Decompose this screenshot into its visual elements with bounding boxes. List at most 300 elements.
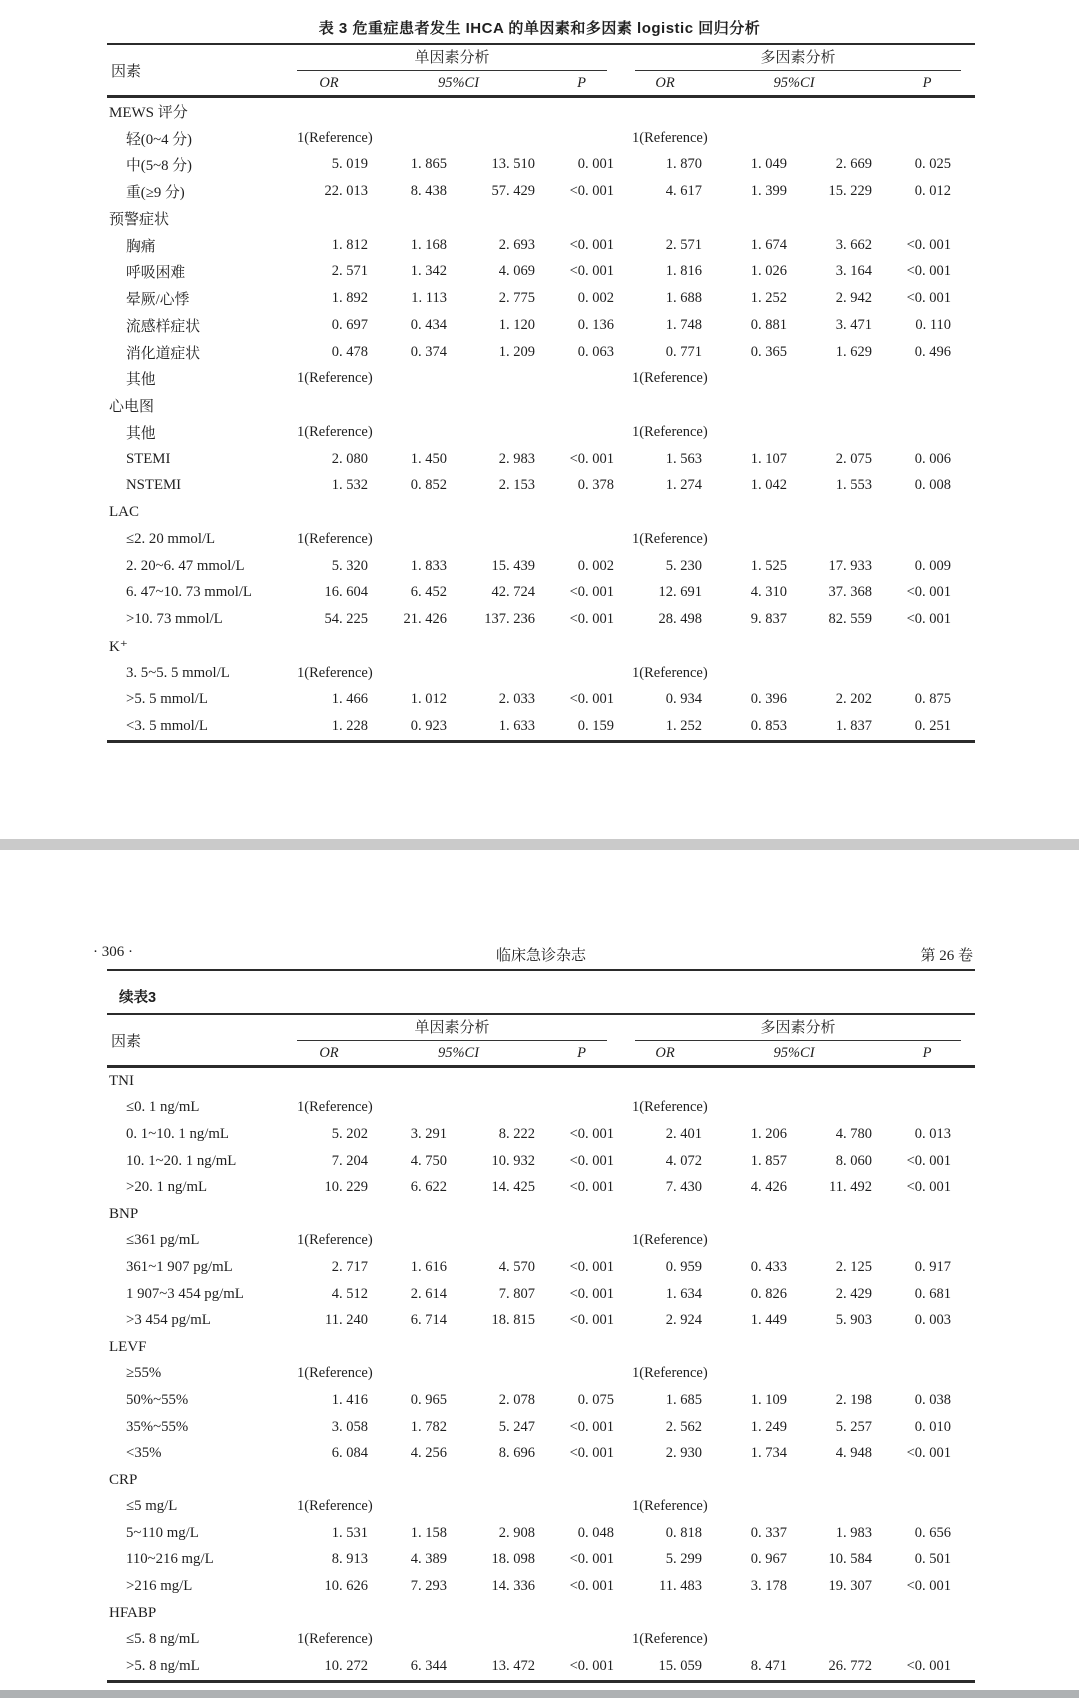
multi-p-value: 0. 501 bbox=[914, 1551, 952, 1568]
section-row bbox=[107, 1201, 975, 1228]
factor-cell: 6. 47~10. 73 mmol/L bbox=[126, 584, 252, 601]
factor-cell: >3 454 pg/mL bbox=[126, 1312, 211, 1329]
uni-p-header: P bbox=[577, 1045, 586, 1061]
uni-p-value: <0. 001 bbox=[569, 1657, 615, 1674]
uni-or-value: 54. 225 bbox=[324, 611, 368, 628]
multi-ci-header: 95%CI bbox=[773, 75, 815, 91]
data-row bbox=[107, 1653, 975, 1681]
factor-group-label: 预警症状 bbox=[109, 211, 170, 228]
multivariate-group-header bbox=[621, 44, 975, 72]
factor-column-header: 因素 bbox=[111, 1033, 142, 1050]
multi-ci-high-value: 17. 933 bbox=[828, 557, 873, 574]
uni-or-value: 10. 272 bbox=[324, 1657, 368, 1674]
multi-p-value: 0. 656 bbox=[914, 1524, 952, 1541]
section-row bbox=[107, 392, 975, 419]
factor-cell: 中(5~8 分) bbox=[126, 158, 192, 175]
factor-cell: 50%~55% bbox=[126, 1391, 189, 1408]
uni-or-value: 1. 228 bbox=[331, 718, 368, 735]
multi-p-value: <0. 001 bbox=[906, 1152, 952, 1169]
multi-p-value: <0. 001 bbox=[906, 236, 952, 253]
data-row bbox=[107, 606, 975, 633]
uni-ci-high-value: 42. 724 bbox=[491, 584, 535, 601]
uni-reference-cell: 1(Reference) bbox=[297, 1631, 373, 1648]
factor-cell: 35%~55% bbox=[126, 1418, 189, 1435]
uni-reference-cell: 1(Reference) bbox=[297, 1099, 373, 1116]
multivariate-group-label: 多因素分析 bbox=[635, 1016, 961, 1041]
uni-ci-high-value: 18. 098 bbox=[491, 1551, 535, 1568]
multi-or-value: 1. 748 bbox=[665, 316, 703, 333]
uni-ci-low-value: 7. 293 bbox=[410, 1578, 447, 1595]
multi-ci-low-value: 4. 426 bbox=[750, 1179, 788, 1196]
multi-ci-low-value: 0. 337 bbox=[750, 1524, 788, 1541]
uni-ci-low-value: 1. 012 bbox=[410, 691, 447, 708]
multi-ci-low-value: 9. 837 bbox=[750, 611, 788, 628]
factor-cell: 轻(0~4 分) bbox=[126, 131, 192, 148]
uni-ci-low-value: 6. 714 bbox=[410, 1312, 447, 1329]
factor-cell: >20. 1 ng/mL bbox=[126, 1179, 208, 1196]
ref-row bbox=[107, 1494, 975, 1521]
uni-p-value: 0. 136 bbox=[577, 316, 615, 333]
univariate-group-header bbox=[283, 44, 621, 72]
journal-name: 临床急诊杂志 bbox=[495, 948, 586, 964]
uni-ci-low-value: 21. 426 bbox=[403, 611, 447, 628]
multi-ci-high-value: 3. 164 bbox=[835, 263, 873, 280]
uni-ci-high-value: 2. 078 bbox=[498, 1391, 535, 1408]
multi-reference-cell: 1(Reference) bbox=[632, 370, 708, 387]
uni-p-value: <0. 001 bbox=[569, 1285, 615, 1302]
section-row bbox=[107, 499, 975, 526]
multi-or-value: 4. 617 bbox=[665, 183, 703, 200]
multi-p-value: 0. 038 bbox=[914, 1391, 952, 1408]
multi-ci-high-value: 19. 307 bbox=[828, 1578, 873, 1595]
uni-ci-low-value: 4. 389 bbox=[410, 1551, 447, 1568]
uni-ci-high-value: 10. 932 bbox=[491, 1152, 535, 1169]
uni-or-value: 1. 892 bbox=[331, 290, 368, 307]
multi-or-value: 2. 571 bbox=[665, 236, 703, 253]
factor-cell: 其他 bbox=[126, 372, 156, 389]
multi-ci-low-value: 1. 399 bbox=[750, 183, 788, 200]
factor-group-label: K⁺ bbox=[109, 638, 128, 655]
multi-or-header: OR bbox=[655, 1045, 675, 1061]
uni-p-value: <0. 001 bbox=[569, 1578, 615, 1595]
uni-or-value: 1. 416 bbox=[331, 1391, 368, 1408]
uni-ci-high-value: 1. 120 bbox=[498, 316, 535, 333]
multi-ci-high-value: 2. 429 bbox=[835, 1285, 873, 1302]
data-row bbox=[107, 553, 975, 580]
uni-or-value: 4. 512 bbox=[331, 1285, 368, 1302]
factor-cell: <35% bbox=[126, 1445, 162, 1462]
multi-p-value: <0. 001 bbox=[906, 1445, 952, 1462]
multi-p-value: 0. 009 bbox=[914, 557, 952, 574]
factor-cell: 10. 1~20. 1 ng/mL bbox=[126, 1152, 237, 1169]
multi-ci-high-value: 3. 471 bbox=[835, 316, 873, 333]
data-row bbox=[107, 285, 975, 312]
uni-ci-high-value: 5. 247 bbox=[498, 1418, 535, 1435]
uni-reference-cell: 1(Reference) bbox=[297, 370, 373, 387]
uni-p-value: <0. 001 bbox=[569, 611, 615, 628]
uni-or-value: 16. 604 bbox=[324, 584, 368, 601]
multi-ci-low-value: 0. 365 bbox=[750, 343, 788, 360]
multi-ci-low-value: 0. 396 bbox=[750, 691, 788, 708]
uni-ci-high-value: 2. 775 bbox=[498, 290, 535, 307]
multi-p-value: 0. 251 bbox=[914, 718, 952, 735]
factor-column-header: 因素 bbox=[111, 63, 142, 80]
multi-reference-cell: 1(Reference) bbox=[632, 530, 708, 547]
uni-ci-low-value: 1. 168 bbox=[410, 236, 447, 253]
data-row bbox=[107, 178, 975, 205]
uni-ci-high-value: 8. 222 bbox=[498, 1125, 535, 1142]
multi-ci-low-value: 0. 433 bbox=[750, 1258, 788, 1275]
factor-cell: 晕厥/心悸 bbox=[126, 292, 190, 309]
uni-p-value: <0. 001 bbox=[569, 691, 615, 708]
multi-reference-cell: 1(Reference) bbox=[632, 129, 708, 146]
section-row bbox=[107, 1067, 975, 1095]
multi-or-value: 1. 688 bbox=[665, 290, 703, 307]
multi-reference-cell: 1(Reference) bbox=[632, 1365, 708, 1382]
section-row bbox=[107, 1334, 975, 1361]
uni-p-value: <0. 001 bbox=[569, 236, 615, 253]
data-row bbox=[107, 1414, 975, 1441]
multi-or-value: 1. 870 bbox=[665, 156, 703, 173]
multi-ci-high-value: 82. 559 bbox=[828, 611, 873, 628]
multi-ci-low-value: 1. 042 bbox=[750, 477, 788, 494]
data-row bbox=[107, 713, 975, 741]
uni-ci-high-value: 14. 425 bbox=[491, 1179, 535, 1196]
multi-reference-cell: 1(Reference) bbox=[632, 423, 708, 440]
uni-ci-high-value: 2. 153 bbox=[498, 477, 535, 494]
uni-ci-high-value: 13. 472 bbox=[491, 1657, 535, 1674]
multi-p-value: 0. 496 bbox=[914, 343, 952, 360]
factor-cell: 胸痛 bbox=[126, 238, 156, 255]
group-header-row bbox=[107, 1014, 975, 1042]
uni-reference-cell: 1(Reference) bbox=[297, 129, 373, 146]
multi-reference-cell: 1(Reference) bbox=[632, 1498, 708, 1515]
multi-or-value: 0. 771 bbox=[665, 343, 703, 360]
uni-ci-high-value: 8. 696 bbox=[498, 1445, 535, 1462]
factor-group-label: BNP bbox=[109, 1205, 139, 1222]
multi-ci-high-value: 2. 202 bbox=[835, 691, 873, 708]
uni-p-value: <0. 001 bbox=[569, 1258, 615, 1275]
factor-cell: 110~216 mg/L bbox=[126, 1551, 214, 1568]
uni-ci-low-value: 1. 782 bbox=[410, 1418, 447, 1435]
data-row bbox=[107, 1440, 975, 1467]
multi-ci-low-value: 1. 674 bbox=[750, 236, 788, 253]
multi-ci-high-value: 1. 983 bbox=[835, 1524, 873, 1541]
uni-ci-header: 95%CI bbox=[437, 1045, 480, 1061]
factor-cell: 重(≥9 分) bbox=[126, 185, 185, 202]
multi-ci-low-value: 0. 853 bbox=[750, 718, 788, 735]
multi-ci-low-value: 1. 449 bbox=[750, 1312, 788, 1329]
ref-row bbox=[107, 1095, 975, 1122]
multi-ci-high-value: 4. 948 bbox=[835, 1445, 873, 1462]
table3-regression-table bbox=[107, 43, 975, 743]
ref-row bbox=[107, 1361, 975, 1388]
data-row bbox=[107, 1121, 975, 1148]
multi-ci-low-value: 1. 252 bbox=[750, 290, 788, 307]
factor-cell: ≤5. 8 ng/mL bbox=[126, 1631, 200, 1648]
multi-ci-high-value: 2. 942 bbox=[835, 290, 873, 307]
uni-reference-cell: 1(Reference) bbox=[297, 423, 373, 440]
factor-group-label: MEWS 评分 bbox=[109, 104, 188, 121]
multivariate-group-label: 多因素分析 bbox=[635, 46, 961, 71]
multi-or-value: 1. 274 bbox=[665, 477, 703, 494]
data-row bbox=[107, 580, 975, 607]
factor-cell: <3. 5 mmol/L bbox=[126, 718, 208, 735]
factor-cell: ≤0. 1 ng/mL bbox=[126, 1099, 200, 1116]
multi-p-value: <0. 001 bbox=[906, 290, 952, 307]
factor-cell: ≤2. 20 mmol/L bbox=[126, 530, 216, 547]
factor-cell: ≥55% bbox=[126, 1365, 162, 1382]
multi-or-value: 0. 959 bbox=[665, 1258, 703, 1275]
factor-cell: >216 mg/L bbox=[126, 1578, 193, 1595]
multi-ci-high-value: 1. 837 bbox=[835, 718, 873, 735]
uni-ci-high-value: 4. 570 bbox=[498, 1258, 535, 1275]
multi-ci-high-value: 10. 584 bbox=[828, 1551, 873, 1568]
section-row bbox=[107, 633, 975, 660]
uni-reference-cell: 1(Reference) bbox=[297, 1498, 373, 1515]
data-row bbox=[107, 1387, 975, 1414]
uni-reference-cell: 1(Reference) bbox=[297, 1365, 373, 1382]
factor-cell: 3. 5~5. 5 mmol/L bbox=[126, 664, 230, 681]
section-row bbox=[107, 1600, 975, 1627]
data-row bbox=[107, 446, 975, 473]
uni-p-value: <0. 001 bbox=[569, 1312, 615, 1329]
multi-or-value: 15. 059 bbox=[658, 1657, 703, 1674]
uni-ci-high-value: 15. 439 bbox=[491, 557, 535, 574]
uni-p-value: 0. 001 bbox=[577, 156, 615, 173]
uni-reference-cell: 1(Reference) bbox=[297, 530, 373, 547]
factor-cell: >5. 8 ng/mL bbox=[126, 1657, 200, 1674]
bottom-edge-bar bbox=[0, 1690, 1079, 1698]
uni-ci-low-value: 1. 450 bbox=[410, 450, 447, 467]
multi-or-value: 2. 401 bbox=[665, 1125, 703, 1142]
factor-cell: 1 907~3 454 pg/mL bbox=[126, 1285, 244, 1302]
uni-ci-low-value: 6. 344 bbox=[410, 1657, 447, 1674]
multi-or-value: 1. 816 bbox=[665, 263, 703, 280]
factor-group-label: LAC bbox=[109, 504, 139, 521]
multi-ci-low-value: 1. 107 bbox=[750, 450, 788, 467]
page-gap-divider bbox=[0, 839, 1079, 850]
factor-cell: >10. 73 mmol/L bbox=[126, 611, 223, 628]
data-row bbox=[107, 1254, 975, 1281]
multi-ci-high-value: 1. 629 bbox=[835, 343, 873, 360]
ref-row bbox=[107, 660, 975, 687]
uni-ci-high-value: 7. 807 bbox=[498, 1285, 535, 1302]
uni-or-value: 3. 058 bbox=[331, 1418, 368, 1435]
multi-or-value: 2. 924 bbox=[665, 1312, 703, 1329]
factor-group-label: LEVF bbox=[109, 1338, 147, 1355]
data-row bbox=[107, 1307, 975, 1334]
multi-or-value: 12. 691 bbox=[658, 584, 703, 601]
multi-ci-high-value: 1. 553 bbox=[835, 477, 873, 494]
uni-or-value: 0. 478 bbox=[331, 343, 368, 360]
multi-p-value: <0. 001 bbox=[906, 1657, 952, 1674]
multi-p-value: <0. 001 bbox=[906, 263, 952, 280]
multi-ci-low-value: 1. 734 bbox=[750, 1445, 788, 1462]
multi-p-value: 0. 013 bbox=[914, 1125, 952, 1142]
multi-or-value: 2. 930 bbox=[665, 1445, 703, 1462]
multi-reference-cell: 1(Reference) bbox=[632, 1232, 708, 1249]
continued-table-caption: 续表3 bbox=[119, 990, 157, 1006]
page-number: · 306 · bbox=[93, 944, 133, 960]
multi-ci-high-value: 37. 368 bbox=[828, 584, 873, 601]
multi-ci-high-value: 5. 257 bbox=[835, 1418, 873, 1435]
uni-or-value: 2. 080 bbox=[331, 450, 368, 467]
multi-p-value: 0. 917 bbox=[914, 1258, 952, 1275]
univariate-group-label: 单因素分析 bbox=[297, 1016, 607, 1041]
uni-or-value: 1. 531 bbox=[331, 1524, 368, 1541]
uni-p-header: P bbox=[577, 75, 586, 91]
uni-p-value: 0. 002 bbox=[577, 290, 615, 307]
uni-ci-low-value: 1. 865 bbox=[410, 156, 447, 173]
multi-ci-low-value: 3. 178 bbox=[750, 1578, 788, 1595]
multi-ci-low-value: 1. 206 bbox=[750, 1125, 788, 1142]
factor-cell: 361~1 907 pg/mL bbox=[126, 1258, 233, 1275]
section-row bbox=[107, 205, 975, 232]
uni-or-value: 2. 571 bbox=[331, 263, 368, 280]
multi-p-value: 0. 025 bbox=[914, 156, 952, 173]
data-row bbox=[107, 1281, 975, 1308]
multi-p-value: 0. 012 bbox=[914, 183, 952, 200]
multi-or-header: OR bbox=[655, 75, 675, 91]
uni-or-value: 5. 202 bbox=[331, 1125, 368, 1142]
uni-p-value: <0. 001 bbox=[569, 1551, 615, 1568]
multi-ci-low-value: 1. 525 bbox=[750, 557, 788, 574]
uni-ci-high-value: 137. 236 bbox=[484, 611, 535, 628]
uni-p-value: <0. 001 bbox=[569, 1418, 615, 1435]
uni-or-value: 2. 717 bbox=[331, 1258, 368, 1275]
data-row bbox=[107, 312, 975, 339]
data-row bbox=[107, 473, 975, 500]
factor-cell: 呼吸困难 bbox=[126, 265, 186, 282]
ref-row bbox=[107, 1228, 975, 1255]
multi-ci-high-value: 26. 772 bbox=[828, 1657, 873, 1674]
uni-ci-header: 95%CI bbox=[437, 75, 480, 91]
multi-ci-high-value: 2. 075 bbox=[835, 450, 873, 467]
multi-or-value: 2. 562 bbox=[665, 1418, 703, 1435]
uni-ci-high-value: 2. 693 bbox=[498, 236, 535, 253]
uni-ci-high-value: 1. 209 bbox=[498, 343, 535, 360]
factor-cell: 流感样症状 bbox=[126, 318, 200, 335]
group-header-row bbox=[107, 44, 975, 72]
univariate-group-label: 单因素分析 bbox=[297, 46, 607, 71]
multi-p-header: P bbox=[922, 75, 932, 91]
multivariate-group-header bbox=[621, 1014, 975, 1042]
uni-or-value: 1. 532 bbox=[331, 477, 368, 494]
multi-ci-high-value: 8. 060 bbox=[835, 1152, 873, 1169]
uni-or-value: 6. 084 bbox=[331, 1445, 368, 1462]
uni-ci-low-value: 8. 438 bbox=[410, 183, 447, 200]
data-row bbox=[107, 1547, 975, 1574]
data-row bbox=[107, 259, 975, 286]
factor-cell: ≤5 mg/L bbox=[126, 1498, 178, 1515]
multi-ci-low-value: 0. 881 bbox=[750, 316, 788, 333]
multi-ci-low-value: 0. 826 bbox=[750, 1285, 788, 1302]
factor-group-label: HFABP bbox=[109, 1604, 157, 1621]
multi-or-value: 5. 230 bbox=[665, 557, 703, 574]
multi-ci-low-value: 4. 310 bbox=[750, 584, 788, 601]
table3-title: 表 3 危重症患者发生 IHCA 的单因素和多因素 logistic 回归分析 bbox=[318, 20, 761, 37]
uni-p-value: <0. 001 bbox=[569, 1179, 615, 1196]
factor-cell: ≤361 pg/mL bbox=[126, 1232, 200, 1249]
uni-p-value: <0. 001 bbox=[569, 1445, 615, 1462]
uni-ci-high-value: 1. 633 bbox=[498, 718, 535, 735]
multi-ci-low-value: 0. 967 bbox=[750, 1551, 788, 1568]
uni-ci-low-value: 1. 158 bbox=[410, 1524, 447, 1541]
multi-p-value: 0. 010 bbox=[914, 1418, 952, 1435]
multi-ci-low-value: 1. 857 bbox=[750, 1152, 788, 1169]
data-row bbox=[107, 152, 975, 179]
uni-ci-low-value: 4. 750 bbox=[410, 1152, 447, 1169]
factor-cell: 其他 bbox=[126, 425, 156, 442]
multi-p-value: <0. 001 bbox=[906, 1179, 952, 1196]
factor-group-label: TNI bbox=[109, 1072, 134, 1089]
uni-ci-low-value: 2. 614 bbox=[410, 1285, 447, 1302]
uni-p-value: <0. 001 bbox=[569, 450, 615, 467]
multi-ci-high-value: 2. 198 bbox=[835, 1391, 873, 1408]
uni-ci-low-value: 1. 113 bbox=[411, 290, 447, 307]
header-rule bbox=[107, 969, 975, 971]
uni-ci-high-value: 2. 033 bbox=[498, 691, 535, 708]
uni-ci-high-value: 14. 336 bbox=[491, 1578, 535, 1595]
uni-ci-low-value: 4. 256 bbox=[410, 1445, 447, 1462]
uni-or-value: 10. 626 bbox=[324, 1578, 368, 1595]
uni-or-value: 22. 013 bbox=[324, 183, 368, 200]
multi-ci-high-value: 2. 125 bbox=[835, 1258, 873, 1275]
uni-or-value: 8. 913 bbox=[331, 1551, 368, 1568]
ref-row bbox=[107, 125, 975, 152]
multi-or-value: 1. 563 bbox=[665, 450, 703, 467]
uni-or-value: 5. 320 bbox=[331, 557, 368, 574]
uni-p-value: 0. 048 bbox=[577, 1524, 615, 1541]
factor-group-label: 心电图 bbox=[109, 399, 155, 416]
uni-p-value: 0. 002 bbox=[577, 557, 615, 574]
table3-header bbox=[107, 44, 975, 97]
uni-or-value: 10. 229 bbox=[324, 1179, 368, 1196]
multi-or-value: 7. 430 bbox=[665, 1179, 703, 1196]
univariate-group-header bbox=[283, 1014, 621, 1042]
multi-or-value: 4. 072 bbox=[665, 1152, 703, 1169]
uni-ci-high-value: 4. 069 bbox=[498, 263, 535, 280]
uni-p-value: <0. 001 bbox=[569, 584, 615, 601]
multi-ci-low-value: 1. 049 bbox=[750, 156, 788, 173]
uni-ci-high-value: 2. 983 bbox=[498, 450, 535, 467]
data-row bbox=[107, 687, 975, 714]
uni-reference-cell: 1(Reference) bbox=[297, 1232, 373, 1249]
uni-or-value: 7. 204 bbox=[331, 1152, 368, 1169]
uni-ci-low-value: 0. 374 bbox=[410, 343, 447, 360]
uni-p-value: <0. 001 bbox=[569, 1125, 615, 1142]
ref-row bbox=[107, 526, 975, 553]
multi-or-value: 11. 483 bbox=[659, 1578, 703, 1595]
factor-cell: 5~110 mg/L bbox=[126, 1524, 199, 1541]
uni-ci-low-value: 0. 923 bbox=[410, 718, 447, 735]
multi-p-value: 0. 681 bbox=[914, 1285, 952, 1302]
uni-ci-low-value: 0. 852 bbox=[410, 477, 447, 494]
multi-p-value: <0. 001 bbox=[906, 611, 952, 628]
uni-p-value: <0. 001 bbox=[569, 1152, 615, 1169]
multi-reference-cell: 1(Reference) bbox=[632, 1631, 708, 1648]
uni-ci-low-value: 0. 965 bbox=[410, 1391, 447, 1408]
uni-ci-high-value: 2. 908 bbox=[498, 1524, 535, 1541]
uni-ci-high-value: 57. 429 bbox=[491, 183, 535, 200]
multi-p-header: P bbox=[922, 1045, 932, 1061]
multi-p-value: 0. 875 bbox=[914, 691, 952, 708]
uni-p-value: <0. 001 bbox=[569, 183, 615, 200]
volume-label: 第 26 卷 bbox=[920, 948, 973, 964]
section-row bbox=[107, 1467, 975, 1494]
multi-ci-high-value: 15. 229 bbox=[828, 183, 873, 200]
